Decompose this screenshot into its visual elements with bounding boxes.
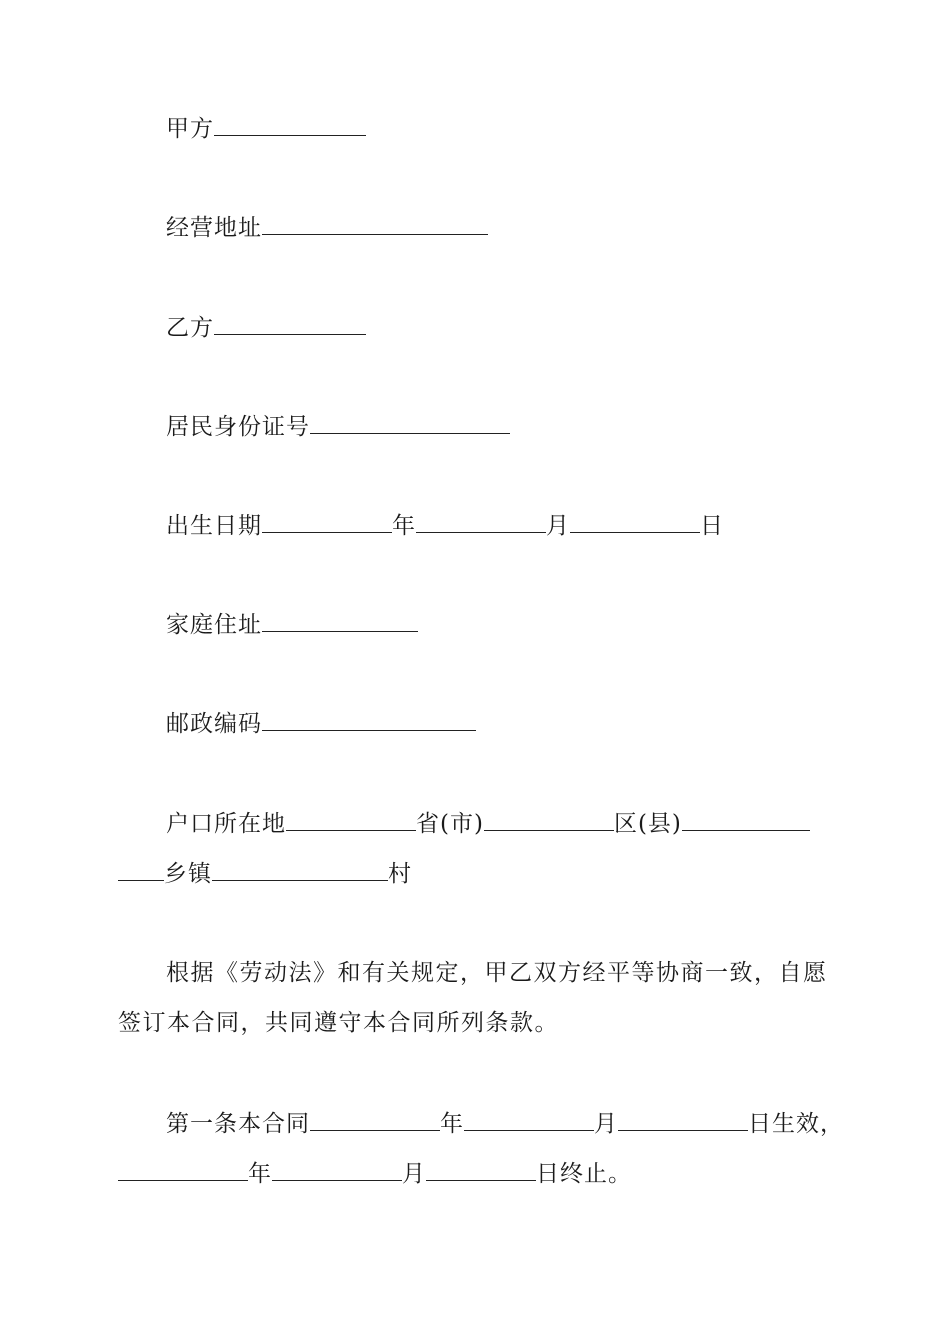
home-address-row	[118, 609, 886, 639]
article-1-end-day-blank[interactable]	[426, 1158, 536, 1181]
postal-code-blank[interactable]	[262, 708, 476, 731]
party-b-label: 乙方	[166, 315, 214, 341]
article-1-prefix: 第一条本合同	[166, 1111, 310, 1137]
postal-code-label: 邮政编码	[166, 711, 262, 737]
birth-month-unit: 月	[546, 513, 570, 539]
party-a-label: 甲方	[166, 116, 214, 142]
party-a-blank[interactable]	[214, 113, 366, 136]
article-1-start-year-blank[interactable]	[310, 1108, 440, 1131]
household-district-unit: 区(县)	[613, 811, 682, 837]
birth-month-blank[interactable]	[416, 510, 546, 533]
postal-code-row	[118, 708, 886, 738]
household-town-blank[interactable]	[118, 858, 164, 881]
business-address-blank[interactable]	[262, 212, 488, 235]
business-address-label: 经营地址	[166, 215, 262, 241]
household-town-unit: 乡镇	[164, 861, 212, 887]
party-a-row	[118, 113, 886, 143]
article-1-start-month-unit: 月	[594, 1111, 618, 1137]
party-b-row	[118, 312, 886, 342]
id-number-blank[interactable]	[310, 411, 510, 434]
article-1-end-year-unit: 年	[248, 1161, 272, 1187]
household-province-unit: 省(市)	[416, 811, 484, 837]
article-1-start-month-blank[interactable]	[464, 1108, 594, 1131]
article-1-start-year-unit: 年	[440, 1111, 464, 1137]
article-1-effective-text: 日生效，	[748, 1111, 844, 1137]
household-district-blank[interactable]	[484, 808, 614, 831]
article-1-row-2	[118, 1158, 838, 1188]
id-number-label: 居民身份证号	[166, 414, 310, 440]
article-1-row-1	[118, 1108, 886, 1138]
article-1-start-day-blank[interactable]	[618, 1108, 748, 1131]
article-1-end-month-blank[interactable]	[272, 1158, 402, 1181]
household-row-1	[118, 808, 886, 838]
article-1-end-year-blank[interactable]	[118, 1158, 248, 1181]
intro-line-1: 根据《劳动法》和有关规定，甲乙双方经平等协商一致，自愿	[166, 960, 828, 986]
birth-day-unit: 日	[700, 513, 724, 539]
household-village-blank[interactable]	[212, 858, 388, 881]
household-row-2	[118, 858, 838, 888]
birth-date-label: 出生日期	[166, 513, 262, 539]
home-address-label: 家庭住址	[166, 612, 262, 638]
article-1-end-month-unit: 月	[402, 1161, 426, 1187]
household-county-blank[interactable]	[682, 808, 810, 831]
id-number-row	[118, 411, 886, 441]
intro-line-2: 签订本合同，共同遵守本合同所列条款。	[118, 1010, 559, 1036]
home-address-blank[interactable]	[262, 609, 418, 632]
business-address-row	[118, 212, 886, 242]
household-label: 户口所在地	[166, 811, 286, 837]
intro-paragraph	[118, 948, 832, 1048]
article-1-end-text: 日终止。	[536, 1161, 632, 1187]
birth-date-row	[118, 510, 886, 540]
birth-year-blank[interactable]	[262, 510, 392, 533]
birth-day-blank[interactable]	[570, 510, 700, 533]
party-b-blank[interactable]	[214, 312, 366, 335]
household-village-unit: 村	[388, 861, 412, 887]
household-province-blank[interactable]	[286, 808, 416, 831]
birth-year-unit: 年	[392, 513, 416, 539]
